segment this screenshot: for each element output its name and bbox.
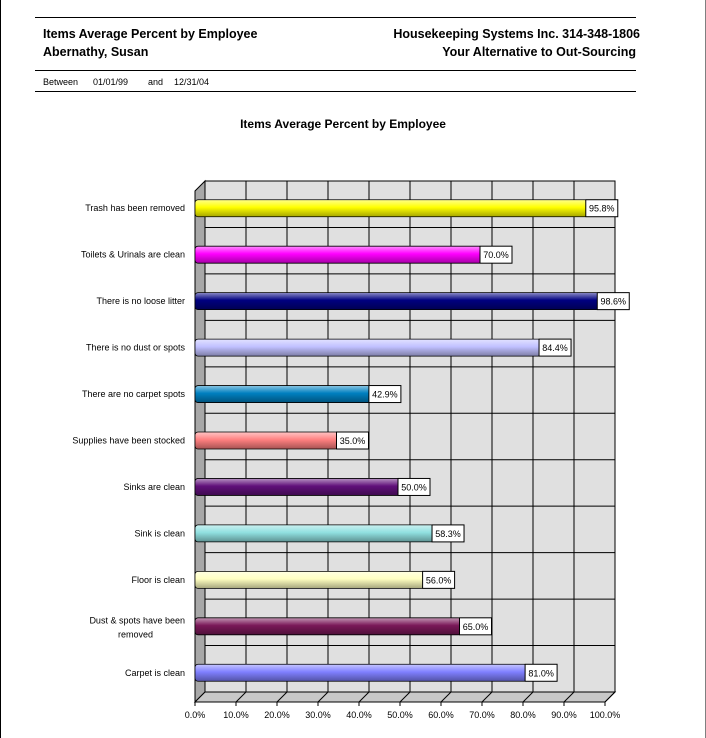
bar bbox=[195, 293, 599, 310]
value-label: 56.0% bbox=[425, 575, 452, 586]
value-label: 95.8% bbox=[589, 203, 615, 214]
x-tick-label: 70.0% bbox=[469, 710, 495, 720]
bar bbox=[195, 246, 482, 263]
company-tagline: Your Alternative to Out-Sourcing bbox=[442, 45, 636, 59]
value-label: 81.0% bbox=[528, 668, 554, 679]
value-label: 35.0% bbox=[339, 436, 366, 446]
category-label: Carpet is clean bbox=[124, 667, 185, 678]
value-label: 65.0% bbox=[462, 621, 489, 632]
bar bbox=[195, 432, 339, 449]
category-label: Floor is clean bbox=[131, 574, 185, 585]
category-label: Toilets & Urinals are clean bbox=[80, 249, 185, 260]
bar bbox=[195, 664, 527, 681]
category-label: There are no carpet spots bbox=[81, 389, 185, 400]
value-label: 58.3% bbox=[435, 528, 461, 539]
x-tick-label: 80.0% bbox=[510, 710, 536, 720]
x-tick-label: 0.0% bbox=[184, 710, 206, 720]
bar bbox=[195, 200, 588, 217]
category-label: There is no dust or spots bbox=[85, 342, 185, 353]
x-tick-label: 100.0% bbox=[589, 710, 621, 720]
value-label: 98.6% bbox=[600, 296, 627, 307]
category-label: Trash has been removed bbox=[85, 203, 185, 214]
and-label: and bbox=[148, 77, 164, 87]
x-tick-label: 20.0% bbox=[264, 710, 290, 720]
category-label: Sinks are clean bbox=[123, 481, 185, 492]
bar bbox=[195, 618, 462, 635]
bar bbox=[195, 386, 371, 403]
value-label: 84.4% bbox=[542, 343, 568, 354]
report-title: Items Average Percent by Employee bbox=[43, 27, 258, 41]
category-label: Sink is clean bbox=[134, 528, 185, 539]
end-date: 12/31/04 bbox=[174, 77, 210, 87]
x-tick-label: 10.0% bbox=[223, 710, 249, 720]
chart-title: Items Average Percent by Employee bbox=[240, 117, 446, 131]
x-tick-label: 50.0% bbox=[387, 710, 413, 720]
category-label: Dust & spots have been removed bbox=[89, 615, 185, 640]
x-tick-label: 30.0% bbox=[305, 710, 331, 720]
bar bbox=[195, 571, 425, 588]
category-label: Supplies have been stocked bbox=[72, 435, 185, 446]
category-label: There is no loose litter bbox=[96, 296, 185, 307]
value-label: 42.9% bbox=[372, 389, 398, 400]
x-tick-label: 90.0% bbox=[551, 710, 577, 720]
start-date: 01/01/99 bbox=[93, 77, 129, 87]
bar bbox=[195, 478, 400, 495]
between-label: Between bbox=[43, 77, 79, 87]
x-tick-label: 40.0% bbox=[346, 710, 372, 720]
x-tick-label: 60.0% bbox=[428, 710, 454, 720]
employee-name: Abernathy, Susan bbox=[43, 45, 149, 59]
bar bbox=[195, 339, 541, 356]
value-label: 70.0% bbox=[483, 250, 509, 261]
value-label: 50.0% bbox=[401, 482, 427, 493]
company-name: Housekeeping Systems Inc. 314-348-1806 bbox=[393, 27, 640, 41]
bar bbox=[195, 525, 434, 542]
